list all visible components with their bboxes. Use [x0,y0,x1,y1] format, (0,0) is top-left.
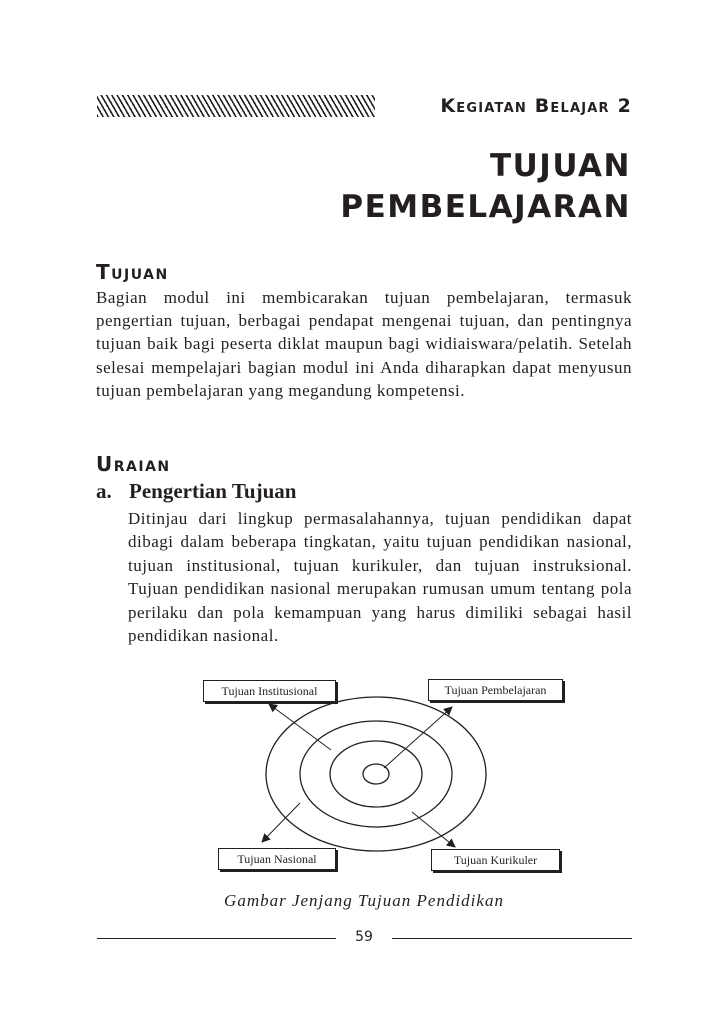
arrow-nasional [262,803,300,842]
label-tujuan-institusional: Tujuan Institusional [203,680,336,702]
footer-rule-right [392,938,632,939]
chapter-title-line-2: PEMBELAJARAN [340,189,631,225]
section-heading-uraian: Uraian [96,452,171,476]
label-tujuan-pembelajaran: Tujuan Pembelajaran [428,679,563,701]
outer-ring [266,697,486,851]
chapter-title-line-1: TUJUAN [489,148,631,184]
uraian-paragraph: Ditinjau dari lingkup permasalahannya, tujuan pendidikan dapat dibagi dalam beberapa tingkatan, yaitu tujuan pendidikan nasional, tujuan institusional, tujuan kurikuler, dan tujuan instruksional. Tujuan pendidikan nasional merupakan rumusan umum tentang pola perilaku dan pola kemampuan yang harus dimiliki sebagai hasil pendidikan nasional. [128,509,632,646]
arrow-kurikuler [412,812,455,847]
footer-rule-left [97,938,336,939]
subsection-number: a. [96,479,112,503]
section-heading-tujuan: Tujuan [96,260,169,284]
subsection-title: Pengertian Tujuan [129,479,297,503]
tujuan-paragraph: Bagian modul ini membicarakan tujuan pembelajaran, termasuk pengertian tujuan, berbagai pendapat mengenai tujuan, dan pentingnya tujuan baik bagi peserta diklat maupun bagi widiaiswara/pelatih. Setelah selesai mempelajari bagian modul ini Anda diharapkan dapat menyusun tujuan pembelajaran yang megandung kompetensi. [96,288,632,400]
middle-ring [300,721,452,827]
kegiatan-label: Kegiatan Belajar 2 [440,95,632,117]
inner-ring [330,741,422,807]
page-number: 59 [355,929,373,945]
figure-caption: Gambar Jenjang Tujuan Pendidikan [224,891,504,910]
label-tujuan-nasional: Tujuan Nasional [218,848,336,870]
label-tujuan-kurikuler: Tujuan Kurikuler [431,849,560,871]
arrow-pembelajaran [384,707,452,768]
arrow-institusional [269,704,331,750]
